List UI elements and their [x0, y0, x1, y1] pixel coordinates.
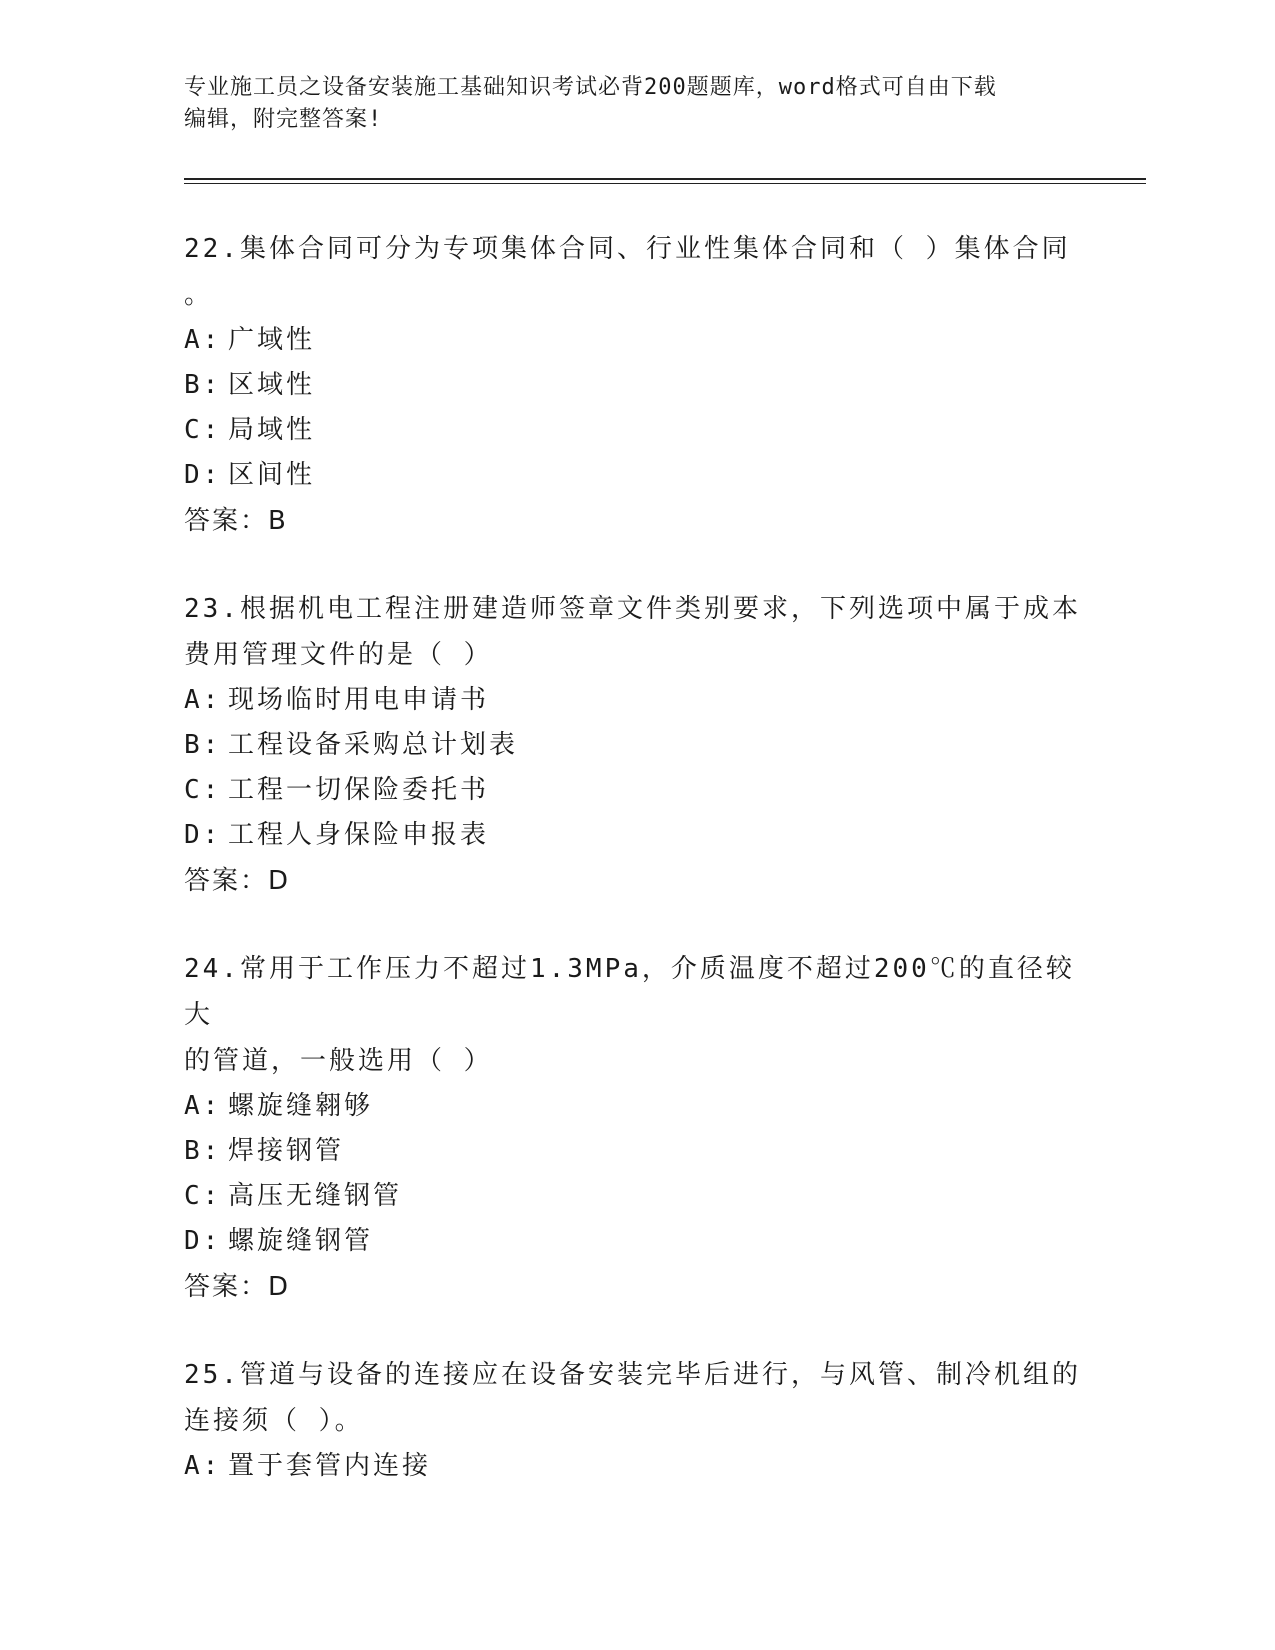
option-text: 工程设备采购总计划表 [228, 730, 519, 760]
option-letter: A: [184, 1451, 222, 1481]
option-a [184, 1084, 1084, 1129]
option-letter: D: [184, 460, 222, 490]
question-list [184, 226, 1084, 1531]
option-letter: D: [184, 820, 222, 850]
answer-line: 答案：B [184, 506, 288, 536]
option-a [184, 318, 1084, 363]
option-text: 焊接钢管 [228, 1136, 345, 1166]
option-letter: A: [184, 685, 222, 715]
option-b [184, 363, 1084, 408]
option-text: 螺旋缝钢管 [228, 1226, 374, 1256]
answer-line: 答案：D [184, 1272, 291, 1302]
question-text-line-1: 24.常用于工作压力不超过1.3MPa，介质温度不超过200℃的直径较大 [184, 954, 1075, 1030]
option-c [184, 408, 1084, 453]
question-text-line-1: 23.根据机电工程注册建造师签章文件类别要求，下列选项中属于成本 [184, 594, 1081, 624]
option-letter: D: [184, 1226, 222, 1256]
option-letter: C: [184, 1181, 222, 1211]
option-text: 广域性 [228, 325, 316, 355]
header-divider [184, 178, 1146, 184]
option-d [184, 813, 1084, 858]
question-22 [184, 226, 1084, 544]
option-a [184, 1444, 1084, 1489]
option-letter: B: [184, 1136, 222, 1166]
question-text-line-2: 连接须（ ）。 [184, 1406, 364, 1436]
question-text [184, 1352, 1084, 1444]
question-23 [184, 586, 1084, 904]
option-text: 现场临时用电申请书 [228, 685, 490, 715]
option-text: 工程一切保险委托书 [228, 775, 490, 805]
header-title-line-1: 专业施工员之设备安装施工基础知识考试必背200题题库，word格式可自由下载 [184, 75, 997, 100]
option-letter: B: [184, 370, 222, 400]
question-text-line-2: 的管道，一般选用（ ） [184, 1046, 493, 1076]
option-text: 置于套管内连接 [228, 1451, 432, 1481]
option-text: 工程人身保险申报表 [228, 820, 490, 850]
option-text: 区域性 [228, 370, 316, 400]
option-a [184, 678, 1084, 723]
question-24 [184, 946, 1084, 1310]
option-d [184, 453, 1084, 498]
question-text-line-1: 22.集体合同可分为专项集体合同、行业性集体合同和（ ）集体合同 [184, 234, 1071, 264]
option-text: 高压无缝钢管 [228, 1181, 403, 1211]
question-25 [184, 1352, 1084, 1489]
option-text: 局域性 [228, 415, 316, 445]
question-text-line-1: 25.管道与设备的连接应在设备安装完毕后进行，与风管、制冷机组的 [184, 1360, 1081, 1390]
document-header [184, 72, 1064, 136]
option-text: 区间性 [228, 460, 316, 490]
header-title-line-2: 编辑，附完整答案! [184, 107, 383, 132]
option-b [184, 723, 1084, 768]
option-letter: A: [184, 1091, 222, 1121]
option-letter: C: [184, 415, 222, 445]
option-c [184, 1174, 1084, 1219]
option-d [184, 1219, 1084, 1264]
question-text [184, 226, 1084, 318]
option-text: 螺旋缝翱够 [228, 1091, 374, 1121]
question-text-line-2: 费用管理文件的是（ ） [184, 640, 493, 670]
answer-line: 答案：D [184, 866, 291, 896]
option-b [184, 1129, 1084, 1174]
question-text-line-2: 。 [184, 280, 214, 310]
option-c [184, 768, 1084, 813]
option-letter: B: [184, 730, 222, 760]
option-letter: C: [184, 775, 222, 805]
question-text [184, 586, 1084, 678]
option-letter: A: [184, 325, 222, 355]
question-text [184, 946, 1084, 1084]
